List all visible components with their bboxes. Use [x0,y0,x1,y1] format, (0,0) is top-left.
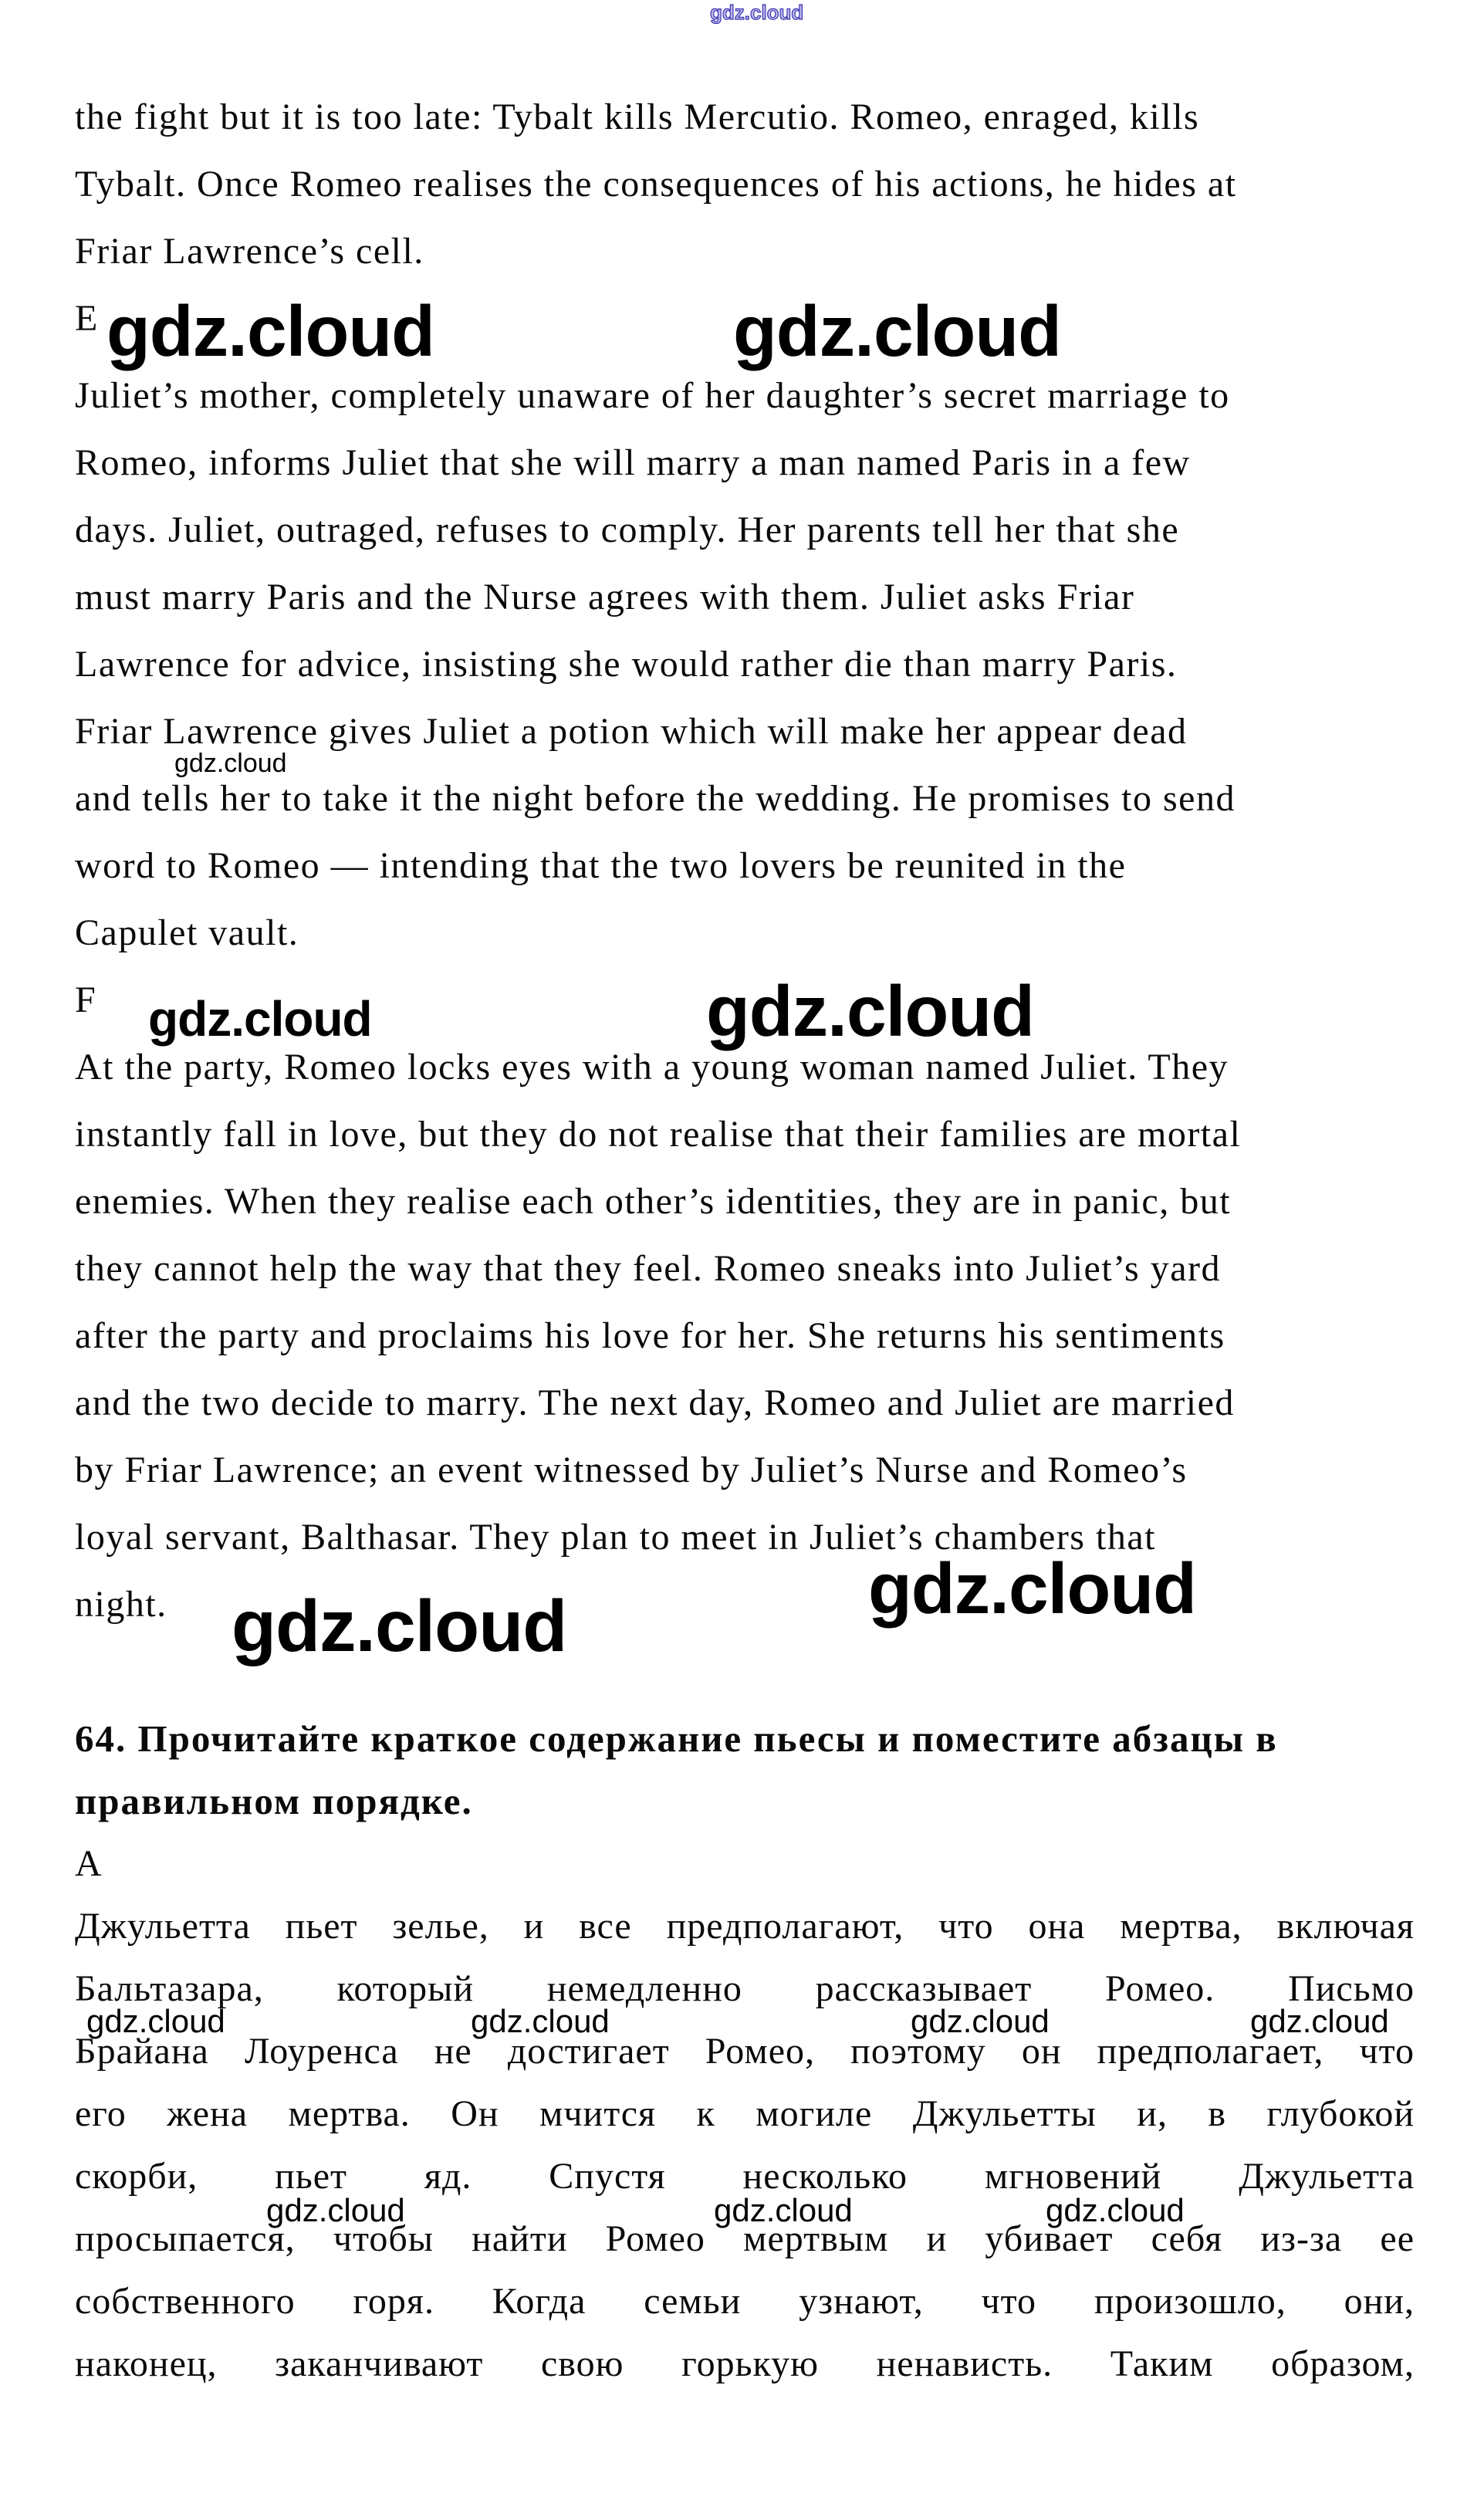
task-heading [75,1707,1415,1832]
text-line: Бальтазара, который немедленно рассказывает Ромео. Письмо [75,1968,1415,2009]
text-line: наконец, заканчивают свою горькую ненависть. Таким образом, [75,2343,1415,2384]
gdz-cloud-watermark: gdz.cloud [1046,2192,1185,2228]
page-content [75,0,1415,2395]
text-line: Romeo, informs Juliet that she will marry a man named Paris in a few [75,442,1191,483]
text-line: the fight but it is too late: Tybalt kills Mercutio. Romeo, enraged, kills [75,96,1200,137]
paragraph-f [75,1034,1415,1638]
intro-paragraph [75,83,1415,285]
gdz-cloud-watermark: gdz.cloud [266,2192,405,2228]
text-line: Lawrence for advice, insisting she would rather die than marry Paris. [75,644,1178,685]
gdz-cloud-watermark: gdz.cloud [714,2192,853,2228]
text-line: скорби, пьет яд. Спустя несколько мгновений Джульетта [75,2156,1415,2197]
text-line: by Friar Lawrence; an event witnessed by Juliet’s Nurse and Romeo’s [75,1450,1188,1490]
text-line: собственного горя. Когда семьи узнают, что произошло, они, [75,2281,1415,2322]
gdz-cloud-watermark: gdz.cloud [1250,2003,1389,2039]
text-line: 64. Прочитайте краткое содержание пьесы и поместите абзацы в [75,1717,1278,1760]
text-line: Friar Lawrence gives Juliet a potion which will make her appear dead [75,711,1188,752]
text-line: instantly fall in love, but they do not realise that their families are mortal [75,1114,1242,1155]
text-line: Tybalt. Once Romeo realises the consequences of his actions, he hides at [75,164,1237,205]
gdz-cloud-watermark: gdz.cloud [868,1548,1196,1629]
text-line: loyal servant, Balthasar. They plan to meet in Juliet’s chambers that [75,1517,1156,1558]
gdz-cloud-watermark-top: gdz.cloud [710,1,804,24]
text-line: At the party, Romeo locks eyes with a young woman named Juliet. They [75,1047,1229,1088]
gdz-cloud-watermark: gdz.cloud [471,2003,610,2039]
text-line: they cannot help the way that they feel. Romeo sneaks into Juliet’s yard [75,1248,1221,1289]
text-line: days. Juliet, outraged, refuses to comply. Her parents tell her that she [75,509,1180,550]
text-line: просыпается, чтобы найти Ромео мертвым и убивает себя из-за ее [75,2218,1415,2259]
paragraph-label-a: A [75,1843,102,1884]
text-line: Friar Lawrence’s cell. [75,231,424,272]
text-line: night. [75,1584,167,1625]
text-line: Брайана Лоуренса не достигает Ромео, поэтому он предполагает, что [75,2031,1415,2072]
gdz-cloud-watermark: gdz.cloud [232,1585,567,1667]
gdz-cloud-watermark: gdz.cloud [733,291,1061,371]
text-line: его жена мертва. Он мчится к могиле Джульетты и, в глубокой [75,2093,1415,2134]
text-line: and the two decide to marry. The next day, Romeo and Juliet are married [75,1382,1235,1423]
gdz-cloud-watermark: gdz.cloud [911,2003,1050,2039]
paragraph-a [75,1895,1415,2395]
text-line: правильном порядке. [75,1780,473,1822]
text-line: must marry Paris and the Nurse agrees with them. Juliet asks Friar [75,577,1135,617]
paragraph-label-e: E [75,298,99,339]
text-line: after the party and proclaims his love for her. She returns his sentiments [75,1315,1225,1356]
text-line: Juliet’s mother, completely unaware of her daughter’s secret marriage to [75,375,1230,416]
text-line: enemies. When they realise each other’s identities, they are in panic, but [75,1181,1232,1222]
gdz-cloud-watermark: gdz.cloud [106,291,434,371]
text-line: word to Romeo — intending that the two lovers be reunited in the [75,845,1127,886]
text-line: and tells her to take it the night before the wedding. He promises to send [75,778,1236,819]
text-line: Capulet vault. [75,912,299,953]
gdz-cloud-watermark: gdz.cloud [86,2003,225,2039]
text-line: Джульетта пьет зелье, и все предполагают, что она мертва, включая [75,1906,1415,1947]
gdz-cloud-watermark: gdz.cloud [706,971,1034,1051]
gdz-cloud-watermark: gdz.cloud [148,991,372,1047]
paragraph-label-f: F [75,979,97,1020]
gdz-cloud-watermark: gdz.cloud [174,749,287,778]
paragraph-e [75,362,1415,966]
